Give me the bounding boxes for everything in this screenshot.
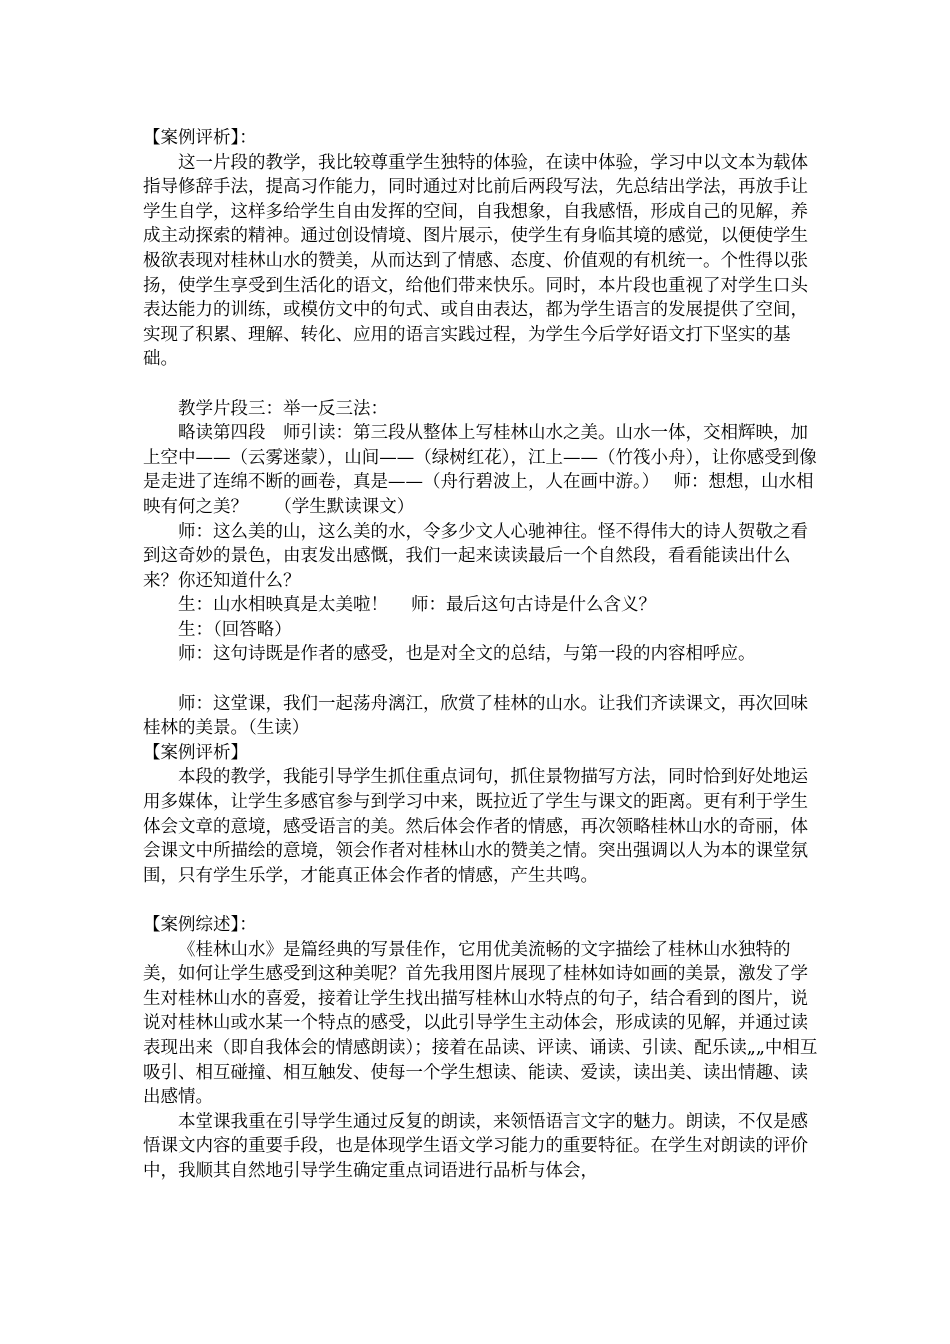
fragment-line: 师：这句诗既是作者的感受，也是对全文的总结，与第一段的内容相呼应。	[178, 644, 756, 665]
case-summary-paragraph: 本堂课我重在引导学生通过反复的朗读，来领悟语言文字的魅力。朗读，不仅是感悟课文内容的重要手段，也是体现学生语文学习能力的重要特征。在学生对朗读的评价中，我顺其自然地引导学生确定重点词语进行品析与体会，	[143, 1111, 808, 1181]
case-analysis-heading: 【案例评析】	[143, 742, 248, 763]
fragment-title: 教学片段三：举一反三法：	[178, 398, 388, 419]
fragment-closing: 师：这堂课，我们一起荡舟漓江，欣赏了桂林的山水。让我们齐读课文，再次回味桂林的美景。（生读）	[143, 693, 808, 739]
spacer	[143, 888, 823, 913]
case-summary-paragraph: 《桂林山水》是篇经典的写景佳作，它用优美流畅的文字描绘了桂林山水独特的美，如何让学生感受到这种美呢？首先我用图片展现了桂林如诗如画的美景，激发了学生对桂林山水的喜爱，接着让学生找出描写桂林山水特点的句子，结合看到的图片，说说对桂林山或水某一个特点的感受，以此引导学生主动体会，形成读的见解，并通过读表现出来（即自我体会的情感朗读）；接着在品读、评读、诵读、引读、配乐读„„中相互吸引、相互碰撞、相互触发、使每一个学生想读、能读、爱读，读出美、读出情趣、读出感情。	[143, 939, 818, 1108]
case-summary-heading: 【案例综述】：	[143, 915, 257, 935]
fragment-line: 生：山水相映真是太美啦！ 师：最后这句古诗是什么含义？	[178, 595, 657, 616]
case-analysis-heading: 【案例评析】：	[143, 128, 257, 148]
fragment-line: 师：这么美的山，这么美的水，令多少文人心驰神往。怪不得伟大的诗人贺敬之看到这奇妙的景色，由衷发出感慨，我们一起来读读最后一个自然段，看看能读出什么来？你还知道什么？	[143, 521, 808, 591]
case-analysis-paragraph: 本段的教学，我能引导学生抓住重点词句，抓住景物描写方法，同时恰到好处地运用多媒体，让学生多感官参与到学习中来，既拉近了学生与课文的距离。更有利于学生体会文章的意境，感受语言的美。然后体会作者的情感，再次领略桂林山水的奇丽，体会课文中所描绘的意境，领会作者对桂林山水的赞美之情。突出强调以人为本的课堂氛围，只有学生乐学，才能真正体会作者的情感，产生共鸣。	[143, 767, 808, 886]
spacer	[143, 667, 823, 692]
fragment-line: 略读第四段 师引读：第三段从整体上写桂林山水之美。山水一体，交相辉映，加上空中——（云雾迷蒙），山间——（绿树红花），江上——（竹筏小舟），让你感受到像是走进了连绵不断的画卷，真是——（舟行碧波上，人在画中游。） 师：想想，山水相映有何之美？ （学生默读课文）	[143, 423, 817, 517]
fragment-line: 生：（回答略）	[178, 619, 292, 640]
case-analysis-paragraph: 这一片段的教学，我比较尊重学生独特的体验，在读中体验，学习中以文本为载体指导修辞手法，提高习作能力，同时通过对比前后两段写法，先总结出学法，再放手让学生自学，这样多给学生自由发挥的空间，自我想象，自我感悟，形成自己的见解，养成主动探索的精神。通过创设情境、图片展示，使学生有身临其境的感觉，以便使学生极欲表现对桂林山水的赞美，从而达到了情感、态度、价值观的有机统一。个性得以张扬，使学生享受到生活化的语文，给他们带来快乐。同时，本片段也重视了对学生口头表达能力的训练，或模仿文中的句式、或自由表达，都为学生语言的发展提供了空间，实现了积累、理解、转化、应用的语言实践过程，为学生今后学好语文打下坚实的基础。	[143, 152, 808, 370]
spacer	[143, 372, 823, 397]
document-page	[143, 126, 823, 1184]
